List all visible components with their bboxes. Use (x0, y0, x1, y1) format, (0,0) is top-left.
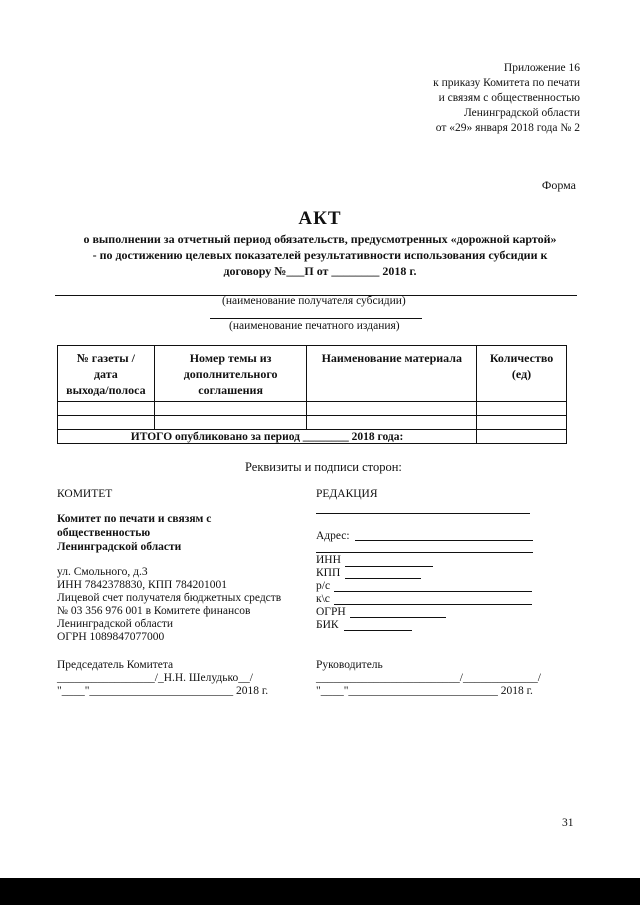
subtitle-line: договору №___П от ________ 2018 г. (223, 264, 417, 278)
committee-heading: КОМИТЕТ (57, 488, 113, 500)
header-quantity (477, 346, 567, 402)
editorial-ks-line (334, 604, 532, 605)
editorial-ogrn-label: ОГРН (316, 606, 346, 618)
table-row (58, 416, 567, 430)
document-subtitle (50, 231, 590, 279)
page-number: 31 (562, 817, 574, 829)
table-header-row (58, 346, 567, 402)
editorial-signer-role: Руководитель (316, 659, 383, 671)
editorial-heading: РЕДАКЦИЯ (316, 488, 378, 500)
header-text: дата (93, 367, 118, 381)
editorial-address-line (355, 540, 533, 541)
committee-signer-role: Председатель Комитета (57, 659, 174, 671)
requisites-heading: Реквизиты и подписи сторон: (245, 460, 402, 474)
header-material-name (307, 346, 477, 402)
header-text: № газеты / (76, 351, 135, 365)
appendix-block (433, 61, 580, 136)
editorial-rs-label: р/с (316, 580, 331, 592)
committee-inn-kpp: ИНН 7842378830, КПП 784201001 (57, 579, 227, 591)
header-text: (ед) (511, 367, 532, 381)
committee-account-line2: № 03 356 976 001 в Комитете финансов (57, 605, 251, 617)
header-newspaper (58, 346, 155, 402)
appendix-line: к приказу Комитета по печати (433, 77, 580, 89)
committee-address: ул. Смольного, д.3 (57, 566, 148, 578)
table-total-row (58, 430, 567, 444)
editorial-kpp-label: КПП (316, 567, 341, 579)
header-text: Количество (489, 351, 554, 365)
committee-signature-line: _________________/_Н.Н. Шелудько__/ (57, 672, 253, 684)
committee-ogrn: ОГРН 1089847077000 (57, 631, 165, 643)
appendix-line: Приложение 16 (503, 62, 580, 74)
editorial-rs-line (334, 591, 532, 592)
header-text: Наименование материала (321, 351, 462, 365)
header-text: Номер темы из (189, 351, 272, 365)
committee-account-line1: Лицевой счет получателя бюджетных средств (57, 592, 282, 604)
editorial-address-line2 (316, 552, 533, 553)
editorial-address-label: Адрес: (316, 530, 350, 542)
editorial-ogrn-line (350, 617, 446, 618)
table-row (58, 402, 567, 416)
committee-org-line2: общественностью (57, 527, 151, 539)
header-text: соглашения (198, 383, 263, 397)
editorial-kpp-line (345, 578, 421, 579)
committee-date-line: "____"_________________________ 2018 г. (57, 685, 269, 697)
subtitle-line: о выполнении за отчетный период обязательств, предусмотренных «дорожной картой» (83, 232, 557, 246)
publication-line (210, 318, 422, 319)
committee-org-line3: Ленинградской области (57, 541, 182, 553)
editorial-name-line (316, 513, 530, 514)
publication-caption: (наименование печатного издания) (229, 320, 400, 332)
committee-org-line1: Комитет по печати и связям с (57, 513, 212, 525)
editorial-bik-label: БИК (316, 619, 339, 631)
document-title: АКТ (298, 208, 342, 229)
subtitle-line: - по достижению целевых показателей результативности использования субсидии к (92, 248, 548, 262)
header-text: выхода/полоса (66, 383, 146, 397)
recipient-caption: (наименование получателя субсидии) (222, 295, 406, 307)
total-label: ИТОГО опубликовано за период ________ 2018 года: (58, 430, 477, 444)
scan-bottom-edge (0, 878, 640, 905)
committee-region: Ленинградской области (57, 618, 174, 630)
editorial-signature-line: _________________________/_____________/ (316, 672, 541, 684)
appendix-line: Ленинградской области (463, 107, 580, 119)
editorial-bik-line (344, 630, 412, 631)
appendix-line: от «29» января 2018 года № 2 (435, 122, 580, 134)
materials-table (57, 345, 567, 444)
header-topic-number (154, 346, 307, 402)
header-text: дополнительного (183, 367, 278, 381)
form-label: Форма (541, 178, 576, 192)
editorial-inn-label: ИНН (316, 554, 341, 566)
editorial-date-line: "____"__________________________ 2018 г. (316, 685, 533, 697)
editorial-inn-line (345, 566, 433, 567)
editorial-ks-label: к\с (316, 593, 330, 605)
appendix-line: и связям с общественностью (438, 92, 580, 104)
